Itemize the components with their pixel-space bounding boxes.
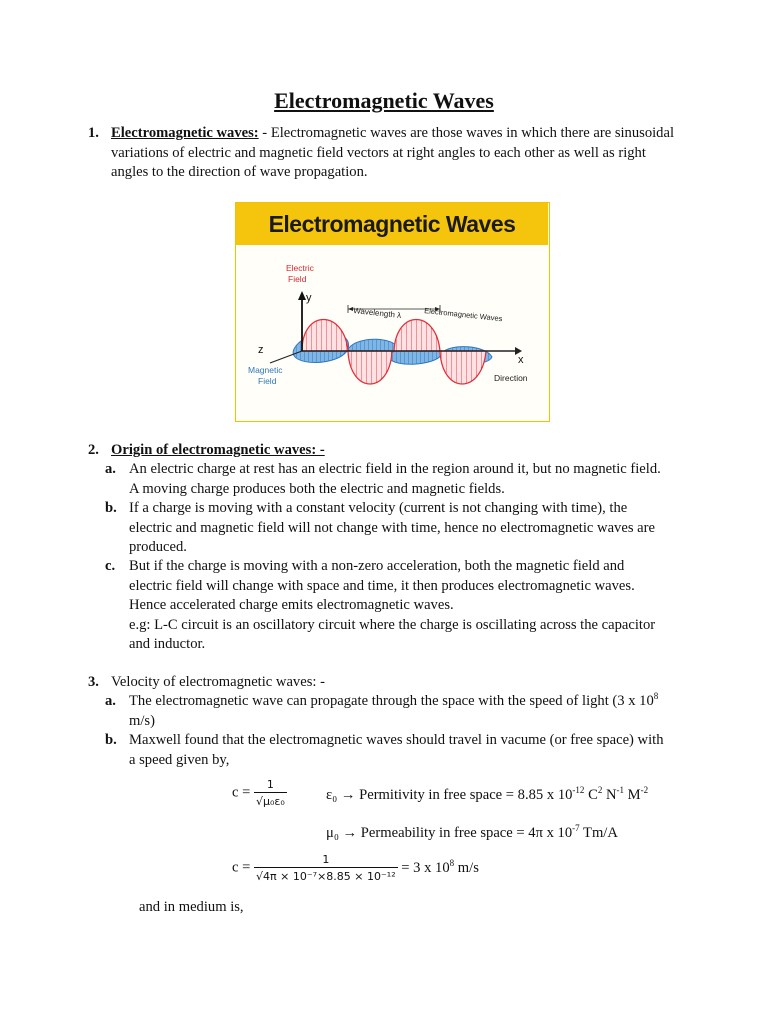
electric-lobe — [440, 351, 486, 384]
list-item: a. The electromagnetic wave can propagate through the space with the speed of light (3 x $10^8$ m/s) — [105, 691, 659, 729]
list-item — [105, 460, 670, 499]
direction-label: Direction — [494, 373, 528, 383]
list-text: An electric charge at rest has an electric field in the region around it, but no magnetic field. A moving charge produces both the electric and magnetic fields. — [129, 461, 661, 497]
section-1 — [88, 124, 678, 183]
em-waves-label: Electromagnetic Waves — [423, 306, 503, 324]
section-2 — [88, 441, 678, 461]
list-letter: a. — [105, 693, 116, 709]
y-arrow — [298, 291, 306, 300]
electric-lobe — [302, 320, 348, 352]
speed-formula: c = $\frac{1}{\text{√μ₀ε₀}}$ — [232, 778, 285, 808]
list-item — [105, 731, 670, 770]
list-item — [105, 557, 670, 655]
section-heading: Origin of electromagnetic waves: - — [111, 442, 325, 458]
magnetic-field-label-2: Field — [258, 376, 277, 386]
list-text: But if the charge is moving with a non-zero acceleration, both the magnetic field and electric field will change with space and time, it then produces electromagnetic waves. Hence accelerated charge emits electromagnetic waves. — [129, 558, 635, 613]
magnetic-field-label: Magnetic — [248, 365, 283, 375]
figure-header: Electromagnetic Waves — [236, 203, 548, 245]
electric-lobe — [394, 320, 440, 352]
list-letter: a. — [105, 461, 116, 477]
section-number: 3. — [88, 674, 99, 690]
permeability-line: μ₀ → Permeability in free space = 4π x $10^{-7}$ Tm/A — [326, 823, 618, 841]
permitivity-line: ε₀ → Permitivity in free space = 8.85 x $10^{-12}$ $C^2$ $N^{-1}$ $M^{-2}$ — [326, 785, 649, 803]
section-3 — [88, 673, 678, 693]
em-wave-figure — [235, 202, 550, 422]
list-letter: c. — [105, 558, 116, 574]
x-axis-label: x — [518, 354, 524, 366]
em-wave-diagram — [236, 247, 548, 419]
list-item — [105, 499, 670, 558]
y-axis-label: y — [306, 292, 312, 304]
section-number: 2. — [88, 442, 99, 458]
list-text: Maxwell found that the electromagnetic waves should travel in vacume (or free space) with a speed given by, — [129, 732, 664, 768]
section-number: 1. — [88, 125, 99, 141]
wavelength-label: Wavelength λ — [352, 306, 402, 321]
electric-field-label-2: Field — [288, 274, 307, 284]
example-text: e.g: L-C circuit is an oscillatory circuit where the charge is oscillating across the capacitor and inductor. — [129, 616, 656, 652]
speed-calculation: c = $\frac{1}{\text{√4π × 10⁻⁷×8.85 × 10⁻¹²}}$ = 3 x $10^8$ m/s — [232, 853, 479, 883]
list-letter: b. — [105, 732, 117, 748]
electric-lobe — [348, 351, 392, 384]
list-text: If a charge is moving with a constant velocity (current is not changing with time), the electric and magnetic field will not change with time, hence no electromagnetic waves are produced. — [129, 500, 655, 555]
z-axis-label: z — [258, 344, 264, 356]
section-heading: Electromagnetic waves: — [111, 125, 259, 141]
medium-text: and in medium is, — [139, 899, 244, 915]
list-letter: b. — [105, 500, 117, 516]
list-text: The electromagnetic wave can propagate through the space with the speed of light (3 x 10 — [129, 693, 654, 709]
page-title: Electromagnetic Waves — [274, 88, 494, 113]
section-heading: Velocity of electromagnetic waves: - — [111, 674, 325, 690]
electric-field-label: Electric — [286, 263, 314, 273]
section-text: - Electromagnetic waves are those waves in which there are sinusoidal variations of electric and magnetic field vectors at right angles to each other as well as right angles to the direction of wave propagation. — [111, 125, 675, 180]
